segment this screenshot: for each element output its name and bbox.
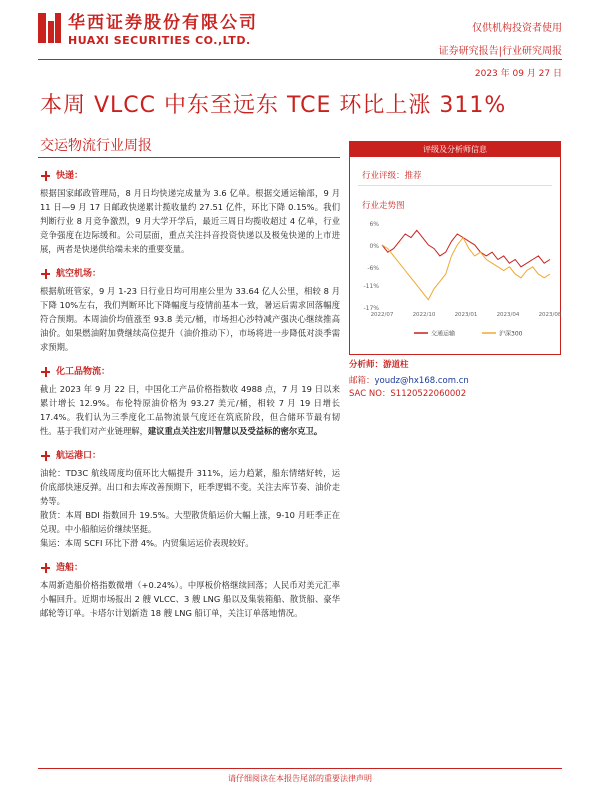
rating-box-title: 评级及分析师信息 (350, 142, 560, 157)
y-tick-label: 6% (369, 221, 379, 228)
section-airline (40, 266, 340, 354)
y-tick-label: 0% (369, 242, 379, 250)
sidebar (349, 141, 561, 355)
section-body: 根据国家邮政管理局，8 月日均快递完成量为 3.6 亿单。根据交通运输部，9 月 11 日—9 月 17 日邮政快递累计揽收量约 27.51 亿件，环比下降 0.15%。我们判断行业 8 月竞争激烈，9 月大学开学后，最近三周日均揽收超过 4 亿单，行业竞争强度在边际缓和。公司层面，重点关注抖音投资快递以及极兔快递的上市进展，两者是快递供给端未来的重要变量。 (40, 188, 340, 254)
plus-icon (40, 450, 52, 462)
section-body: 截止 2023 年 9 月 22 日，中国化工产品价格指数收 4988 点，7 月 19 日以来累计增长 12.9%。布伦特原油价格为 93.27 美元/桶，相较 7 月 19 日增长 17.4%。我们认为三季度化工品物流景气度还在筑底阶段，但合储环节最有韧性。基于我们对产业链理解，建议重点关注宏川智慧以及受益标的密尔克卫。 (40, 384, 340, 436)
legend-label: 交通运输 (431, 330, 456, 338)
section-heading: 航运港口： (56, 451, 102, 461)
series-line-0 (382, 230, 550, 266)
section-body: 根据航班管家，9 月 1-23 日行业日均可用座公里为 33.64 亿人公里，相较 8 月下降 10%左右，我们判断环比下降幅度与疫情前基本一致，暑运后需求回落幅度符合预期。本周油价均值涨至 93.8 美元/桶，市场担心沙特减产强决心继续推高油价。如果燃油附加费继续高位提升（油价推动下），市场将进一步降低对淡季需求预期。 (40, 286, 340, 352)
company-name-en: HUAXI SECURITIES CO.,LTD. (68, 34, 251, 47)
x-tick-label: 2023/08 (538, 312, 562, 318)
report-subtitle: 交运物流行业周报 (40, 138, 152, 154)
section-shipbuilding (40, 560, 340, 620)
huaxi-logo-icon (38, 13, 62, 43)
series-line-1 (382, 238, 550, 300)
audience-note: 仅供机构投资者使用 (472, 23, 562, 34)
recommendation-text: 建议重点关注宏川智慧以及受益标的密尔克卫。 (147, 426, 323, 436)
analyst-sac: SAC NO：S1120522060002 (349, 389, 467, 399)
section-heading: 化工品物流： (56, 367, 111, 377)
report-type: 证券研究报告|行业研究周报 (438, 46, 562, 57)
subtitle-divider (38, 157, 340, 158)
company-name-cn: 华西证券股份有限公司 (68, 13, 258, 33)
company-logo (38, 13, 258, 47)
main-content (40, 166, 340, 630)
legend-label: 沪深300 (499, 330, 523, 338)
trend-chart-svg (354, 215, 562, 350)
plus-icon (40, 366, 52, 378)
report-date: 2023 年 09 月 27 日 (474, 69, 562, 79)
plus-icon (40, 268, 52, 280)
section-heading: 航空机场： (56, 269, 102, 279)
analyst-email: 邮箱：youdz@hx168.com.cn (349, 376, 469, 386)
footer-divider (38, 768, 562, 769)
industry-rating: 行业评级：推荐 (362, 171, 422, 181)
plus-icon (40, 562, 52, 574)
x-tick-label: 2022/07 (370, 312, 394, 318)
analyst-info (349, 354, 561, 399)
y-tick-label: -11% (363, 283, 379, 291)
report-title: 本周 VLCC 中东至远东 TCE 环比上涨 311% (40, 93, 507, 118)
section-chemical (40, 364, 340, 438)
x-tick-label: 2023/04 (496, 312, 520, 318)
section-shipping (40, 448, 340, 550)
shipping-tanker: 油轮：TD3C 航线周度均值环比大幅提升 311%，运力趋紧，船东情绪好转，运价底部快速反弹。出口和去库改善预期下，旺季逻辑不变。关注去库节奏、油价走势等。 (40, 468, 340, 506)
y-tick-label: -6% (367, 264, 379, 272)
section-heading: 快递： (56, 171, 84, 181)
analyst-name: 分析师：游道柱 (349, 360, 409, 370)
plus-icon (40, 170, 52, 182)
shipping-container: 集运：本周 SCFI 环比下滑 4%。内贸集运运价表现较好。 (40, 538, 254, 548)
x-tick-label: 2022/10 (412, 312, 436, 318)
trend-chart (350, 211, 560, 354)
header-divider (38, 59, 562, 60)
section-express (40, 168, 340, 256)
x-tick-label: 2023/01 (454, 312, 478, 318)
rating-box (349, 141, 561, 355)
y-tick-label: -17% (363, 305, 379, 312)
section-heading: 造船： (56, 563, 84, 573)
shipping-bulk: 散货：本周 BDI 指数回升 19.5%。大型散货船运价大幅上涨，9-10 月旺季正在兑现。中小船舶运价继续坚挺。 (40, 510, 340, 534)
legal-footer: 请仔细阅读在本报告尾部的重要法律声明 (228, 774, 372, 783)
section-body: 本周新造船价格指数微增（+0.24%）。中厚板价格继续回落；人民币对美元汇率小幅回升。近期市场报出 2 艘 VLCC、3 艘 LNG 船以及集装箱船、散货船、豪华邮轮等订单。卡塔尔计划新造 18 艘 LNG 船订单，关注订单落地情况。 (40, 580, 340, 618)
trend-title: 行业走势图 (362, 201, 405, 211)
